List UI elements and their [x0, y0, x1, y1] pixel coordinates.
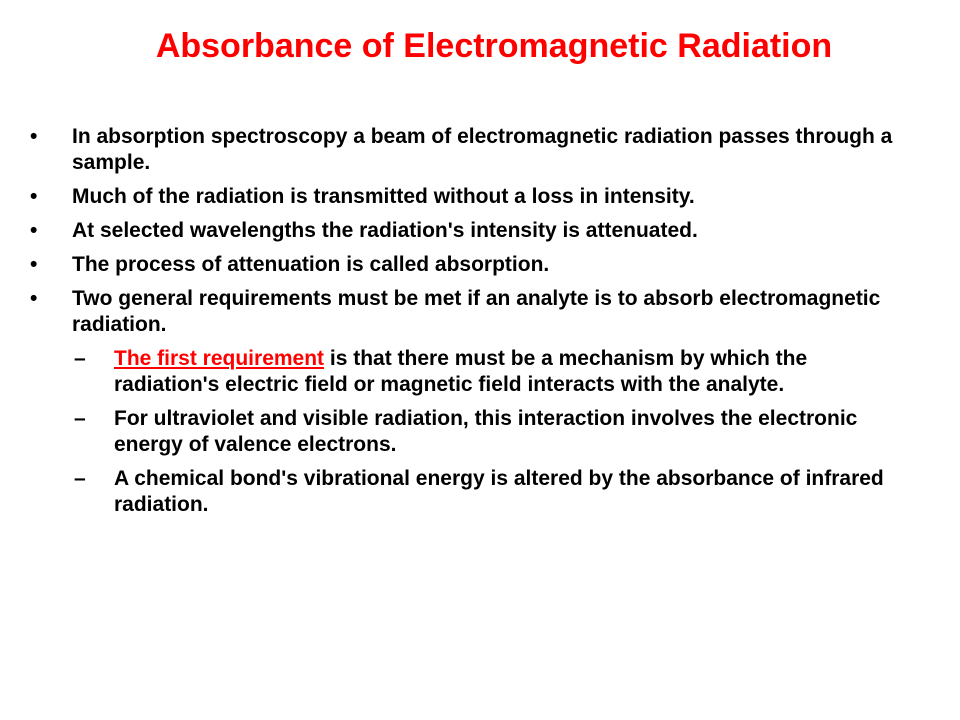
bullet-item — [30, 286, 910, 338]
sub-bullet-item — [30, 406, 910, 458]
first-requirement-link[interactable]: The first requirement — [114, 347, 325, 370]
bullet-marker: • — [30, 185, 38, 208]
sub-bullet-text: A chemical bond's vibrational energy is altered by the absorbance of infrared radiation. — [114, 467, 884, 516]
bullet-item — [30, 184, 910, 210]
slide-title: Absorbance of Electromagnetic Radiation — [155, 27, 833, 65]
dash-marker: – — [74, 467, 86, 490]
bullet-marker: • — [30, 253, 38, 276]
bullet-text: At selected wavelengths the radiation's intensity is attenuated. — [72, 219, 698, 242]
bullet-text: The process of attenuation is called absorption. — [72, 253, 550, 276]
bullet-text: Two general requirements must be met if an analyte is to absorb electromagnetic radiation. — [72, 287, 881, 336]
sub-bullet-item — [30, 346, 910, 398]
dash-marker: – — [74, 407, 86, 430]
bullet-item — [30, 252, 910, 278]
sub-bullet-item — [30, 466, 910, 518]
slide-body — [30, 124, 910, 526]
bullet-text: Much of the radiation is transmitted without a loss in intensity. — [72, 185, 695, 208]
bullet-item — [30, 218, 910, 244]
sub-bullet-text: For ultraviolet and visible radiation, this interaction involves the electronic energy of valence electrons. — [114, 407, 858, 456]
sub-bullet-text: is that there must be a mechanism by which the radiation's electric field or magnetic field interacts with the analyte. — [114, 347, 808, 396]
bullet-item — [30, 124, 910, 176]
bullet-marker: • — [30, 125, 38, 148]
bullet-marker: • — [30, 219, 38, 242]
dash-marker: – — [74, 347, 86, 370]
bullet-text: In absorption spectroscopy a beam of electromagnetic radiation passes through a sample. — [72, 125, 893, 174]
bullet-marker: • — [30, 287, 38, 310]
